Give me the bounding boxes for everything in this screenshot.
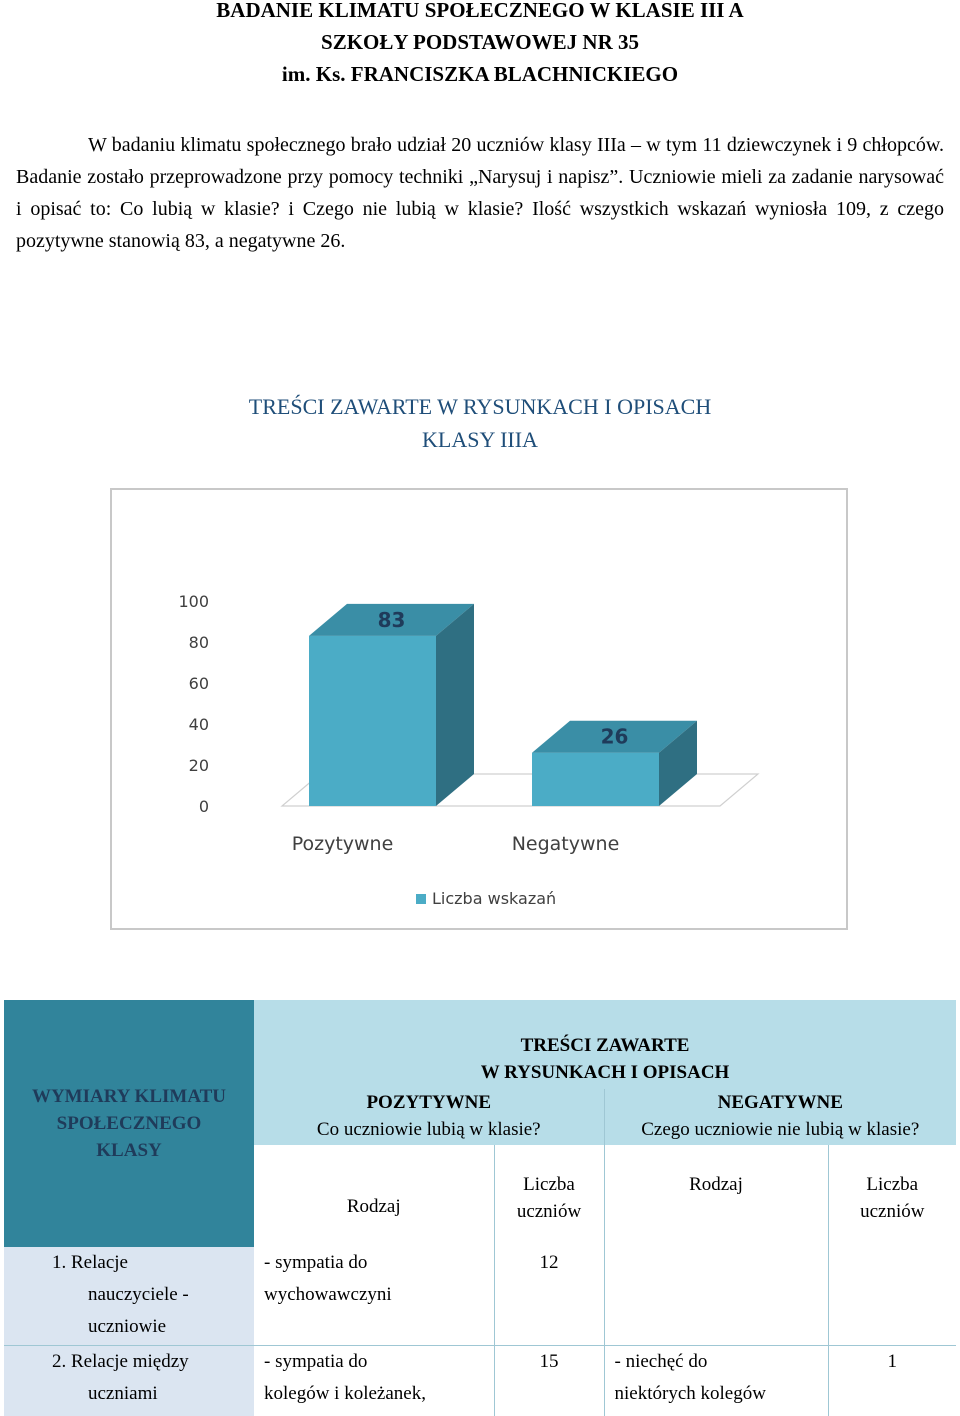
dimension-cell [4, 1247, 254, 1346]
positive-kind-line: - sympatia do [264, 1247, 494, 1279]
dimension-line: nauczyciele - [52, 1279, 254, 1311]
pos-kind-header-text: Rodzaj [254, 1171, 494, 1220]
category-label: Negatywne [512, 833, 620, 855]
neg-kind-header-text: Rodzaj [605, 1149, 828, 1198]
positive-kind-line: wychowawczyni [264, 1279, 494, 1311]
y-tick-label: 60 [189, 674, 209, 693]
dimension-header [4, 1000, 254, 1247]
contents-header [254, 1000, 956, 1089]
bar-side [436, 604, 474, 806]
negative-subtitle: Czego uczniowie nie lubią w klasie? [605, 1116, 957, 1143]
neg-count-header [828, 1145, 956, 1247]
y-tick-label: 0 [199, 797, 209, 816]
positive-kind-cell [254, 1346, 494, 1416]
intro-paragraph [16, 129, 944, 257]
dimension-line: uczniami [52, 1378, 254, 1410]
positive-count-cell: 15 [494, 1346, 604, 1416]
dimension-line: 1. Relacje [52, 1247, 254, 1279]
chart-heading [0, 390, 960, 456]
positive-header [254, 1089, 604, 1145]
title-line: im. Ks. FRANCISZKA BLACHNICKIEGO [0, 58, 960, 90]
title-line: SZKOŁY PODSTAWOWEJ NR 35 [0, 26, 960, 58]
bar-front [309, 636, 436, 806]
positive-title: POZYTYWNE [366, 1092, 491, 1113]
table-row [4, 1346, 956, 1416]
neg-count-header-line: Liczba [829, 1149, 957, 1198]
data-label: 26 [601, 725, 629, 749]
pos-kind-header [254, 1145, 494, 1247]
positive-kind-line: kolegów i koleżanek, [264, 1378, 494, 1410]
title-line: BADANIE KLIMATU SPOŁECZNEGO W KLASIE III A [0, 0, 960, 26]
y-tick-label: 80 [189, 633, 209, 652]
chart-heading-line: KLASY IIIA [0, 423, 960, 456]
contents-header-line: W RYSUNKACH I OPISACH [254, 1059, 956, 1086]
dimension-line: 2. Relacje między [52, 1346, 254, 1378]
negative-header [604, 1089, 956, 1145]
chart-heading-line: TREŚCI ZAWARTE W RYSUNKACH I OPISACH [0, 390, 960, 423]
negative-kind-line: niektórych kolegów [615, 1378, 828, 1410]
neg-count-header-line: uczniów [829, 1198, 957, 1225]
dimension-header-line: WYMIARY KLIMATU [32, 1086, 226, 1107]
legend-label: Liczba wskazań [432, 889, 556, 908]
data-label: 83 [378, 608, 406, 632]
positive-count-cell: 12 [494, 1247, 604, 1346]
negative-title: NEGATYWNE [718, 1092, 843, 1113]
category-label: Pozytywne [292, 833, 394, 855]
table-row [4, 1247, 956, 1346]
positive-subtitle: Co uczniowie lubią w klasie? [254, 1116, 604, 1143]
positive-kind-line: - sympatia do [264, 1346, 494, 1378]
negative-kind-line: - niechęć do [615, 1346, 828, 1378]
positive-kind-cell [254, 1247, 494, 1346]
negative-kind-cell [604, 1247, 828, 1346]
pos-count-header [494, 1145, 604, 1247]
legend-swatch [416, 894, 426, 904]
y-tick-label: 100 [178, 592, 209, 611]
document-title [0, 0, 960, 90]
negative-count-cell [828, 1247, 956, 1346]
climate-table [4, 1000, 956, 1416]
dimension-header-line: KLASY [96, 1140, 161, 1161]
dimension-line: uczniowie [52, 1311, 254, 1343]
bar-front [532, 753, 659, 806]
pos-count-header-line: uczniów [495, 1198, 604, 1225]
dimension-header-line: SPOŁECZNEGO [57, 1113, 202, 1134]
y-tick-label: 20 [189, 756, 209, 775]
bar-chart [110, 488, 848, 930]
contents-header-line: TREŚCI ZAWARTE [254, 1032, 956, 1059]
y-tick-label: 40 [189, 715, 209, 734]
pos-count-header-line: Liczba [495, 1149, 604, 1198]
dimension-cell [4, 1346, 254, 1416]
negative-kind-cell [604, 1346, 828, 1416]
intro-text: W badaniu klimatu społecznego brało udział 20 uczniów klasy IIIa – w tym 11 dziewczynek i 9 chłopców. Badanie zostało przeprowadzone przy pomocy techniki „Narysuj i napisz”. Uczniowie mieli za zadanie narysować i opisać to: Co lubią w klasie? i Czego nie lubią w klasie? Ilość wszystkich wskazań wyniosła 109, z czego pozytywne stanowią 83, a negatywne 26. [16, 129, 944, 257]
neg-kind-header [604, 1145, 828, 1247]
negative-count-cell: 1 [828, 1346, 956, 1416]
chart-canvas [112, 490, 848, 930]
